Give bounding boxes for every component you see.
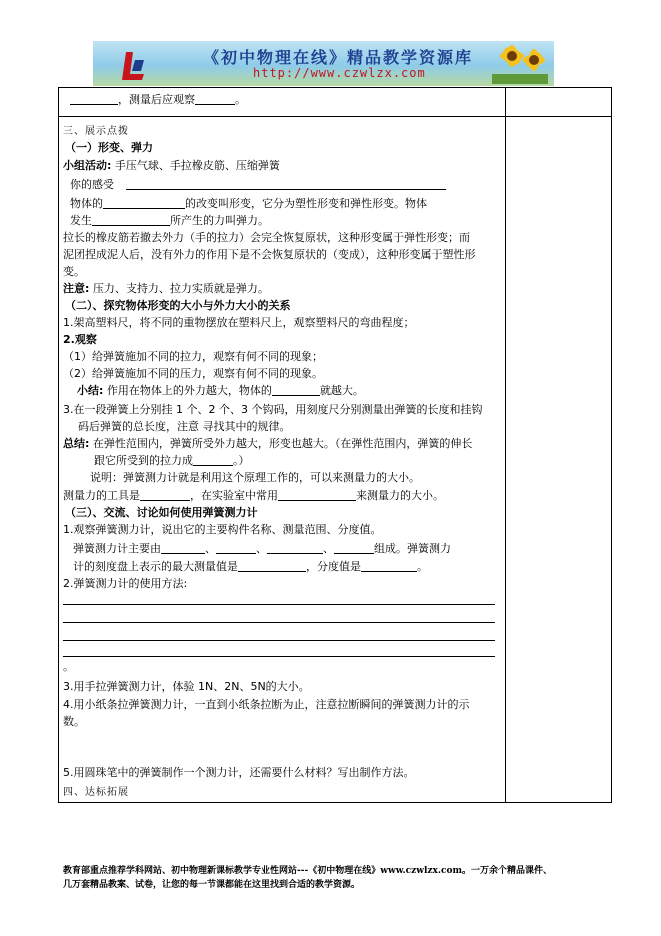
list-item: 3.用手拉弹簧测力计，体验 1N、2N、5N的大小。 — [63, 680, 310, 693]
answer-line — [63, 604, 495, 605]
list-item: （1）给弹簧施加不同的拉力，观察有何不同的现象； — [63, 350, 323, 363]
part1-title: （一）形变、弹力 — [65, 141, 153, 154]
sunflower-icon — [492, 44, 548, 84]
answer-line — [63, 640, 495, 641]
list-item: 2.弹簧测力计的使用方法: — [63, 577, 188, 590]
blank — [161, 542, 205, 554]
blank — [70, 93, 118, 105]
blank — [361, 560, 417, 572]
summary-line: 小结: 作用在物体上的外力越大，物体的 就越大。 — [77, 384, 364, 397]
conclusion-line: 跟它所受到的拉力成 。） — [94, 454, 250, 467]
list-item: （2）给弹簧施加不同的压力，观察有何不同的现象。 — [63, 367, 323, 380]
answer-end-mark: 。 — [63, 660, 74, 673]
blank — [216, 542, 256, 554]
blank — [272, 384, 320, 396]
conclusion-line: 总结: 在弹性范围内，弹簧所受外力越大，形变也越大。（在弹性范围内，弹簧的伸长 — [63, 437, 473, 450]
blank — [267, 542, 323, 554]
list-item: 码后弹簧的总长度，注意 寻找其中的规律。 — [78, 420, 291, 433]
blank — [140, 489, 190, 501]
banner-title: 《初中物理在线》精品教学资源库 — [203, 48, 474, 67]
feeling-line: 你的感受 — [70, 178, 446, 192]
paragraph-line: 拉长的橡皮筋若撤去外力（手的拉力）会完全恢复原状，这种形变属于弹性形变；而 — [63, 231, 470, 244]
site-logo-icon — [120, 50, 150, 82]
range-line: 计的刻度盘上表示的最大测量值是 ，分度值是 。 — [73, 560, 428, 573]
blank — [126, 178, 446, 190]
answer-line — [63, 656, 495, 657]
answer-line — [63, 622, 495, 623]
components-line: 弹簧测力计主要由 、 、 、 组成。弹簧测力 — [73, 542, 451, 555]
section4-heading: 四、达标拓展 — [63, 787, 129, 798]
blank — [103, 197, 185, 209]
list-item: 5.用圆珠笔中的弹簧制作一个测力计，还需要什么材料？写出制作方法。 — [63, 766, 415, 779]
paragraph-line: 变。 — [63, 265, 85, 278]
blank — [92, 214, 170, 226]
blank — [278, 489, 356, 501]
paragraph-line: 泥团捏成泥人后，没有外力的作用下是不会恢复原状的（变成），这种形变属于塑性形 — [63, 248, 476, 261]
table-row-divider — [58, 116, 612, 117]
list-item: 3.在一段弹簧上分别挂 1 个、2 个、3 个钩码，用刻度尺分别测量出弹簧的长度和挂钩 — [63, 403, 483, 416]
blank — [334, 542, 374, 554]
footer-line: 几万套精品教案、试卷，让您的每一节课都能在这里找到合适的教学资源。 — [63, 880, 361, 890]
list-item: 4.用小纸条拉弹簧测力计，一直到小纸条拉断为止，注意拉断瞬间的弹簧测力计的示 — [63, 698, 470, 711]
deformation-definition: 物体的 的改变叫形变，它分为塑性形变和弹性形变。物体 — [70, 197, 427, 210]
blank — [195, 93, 235, 105]
explain-line: 说明：弹簧测力计就是利用这个原理工作的，可以来测量力的大小。 — [90, 471, 420, 484]
intro-line: ，测量后应观察 。 — [70, 93, 246, 107]
list-item: 2.观察 — [63, 333, 97, 346]
footer-line: 教育部重点推荐学科网站、初中物理新课标教学专业性网站---《初中物理在线》www.czwlzx.com。一万余个精品课件、 — [63, 866, 553, 876]
activity-line: 小组活动: 手压气球、手拉橡皮筋、压缩弹簧 — [63, 159, 280, 172]
banner-url: http://www.czwlzx.com — [253, 66, 426, 80]
blank — [193, 454, 233, 466]
list-item: 数。 — [63, 715, 85, 728]
list-item: 1.观察弹簧测力计，说出它的主要构件名称、测量范围、分度值。 — [63, 523, 382, 536]
part3-title: （三）、交流、讨论如何使用弹簧测力计 — [65, 506, 258, 519]
elastic-force-definition: 发生 所产生的力叫弹力。 — [70, 214, 269, 227]
section3-heading: 三、展示点拨 — [63, 126, 129, 137]
list-item: 1.架高塑料尺，将不同的重物摆放在塑料尺上，观察塑料尺的弯曲程度； — [63, 316, 415, 329]
note-line: 注意: 压力、支持力、拉力实质就是弹力。 — [63, 282, 269, 295]
part2-title: （二）、探究物体形变的大小与外力大小的关系 — [65, 299, 291, 312]
blank — [238, 560, 306, 572]
table-column-divider — [505, 87, 506, 803]
header-banner — [93, 41, 554, 86]
tool-line: 测量力的工具是 ，在实验室中常用 来测量力的大小。 — [63, 489, 444, 502]
